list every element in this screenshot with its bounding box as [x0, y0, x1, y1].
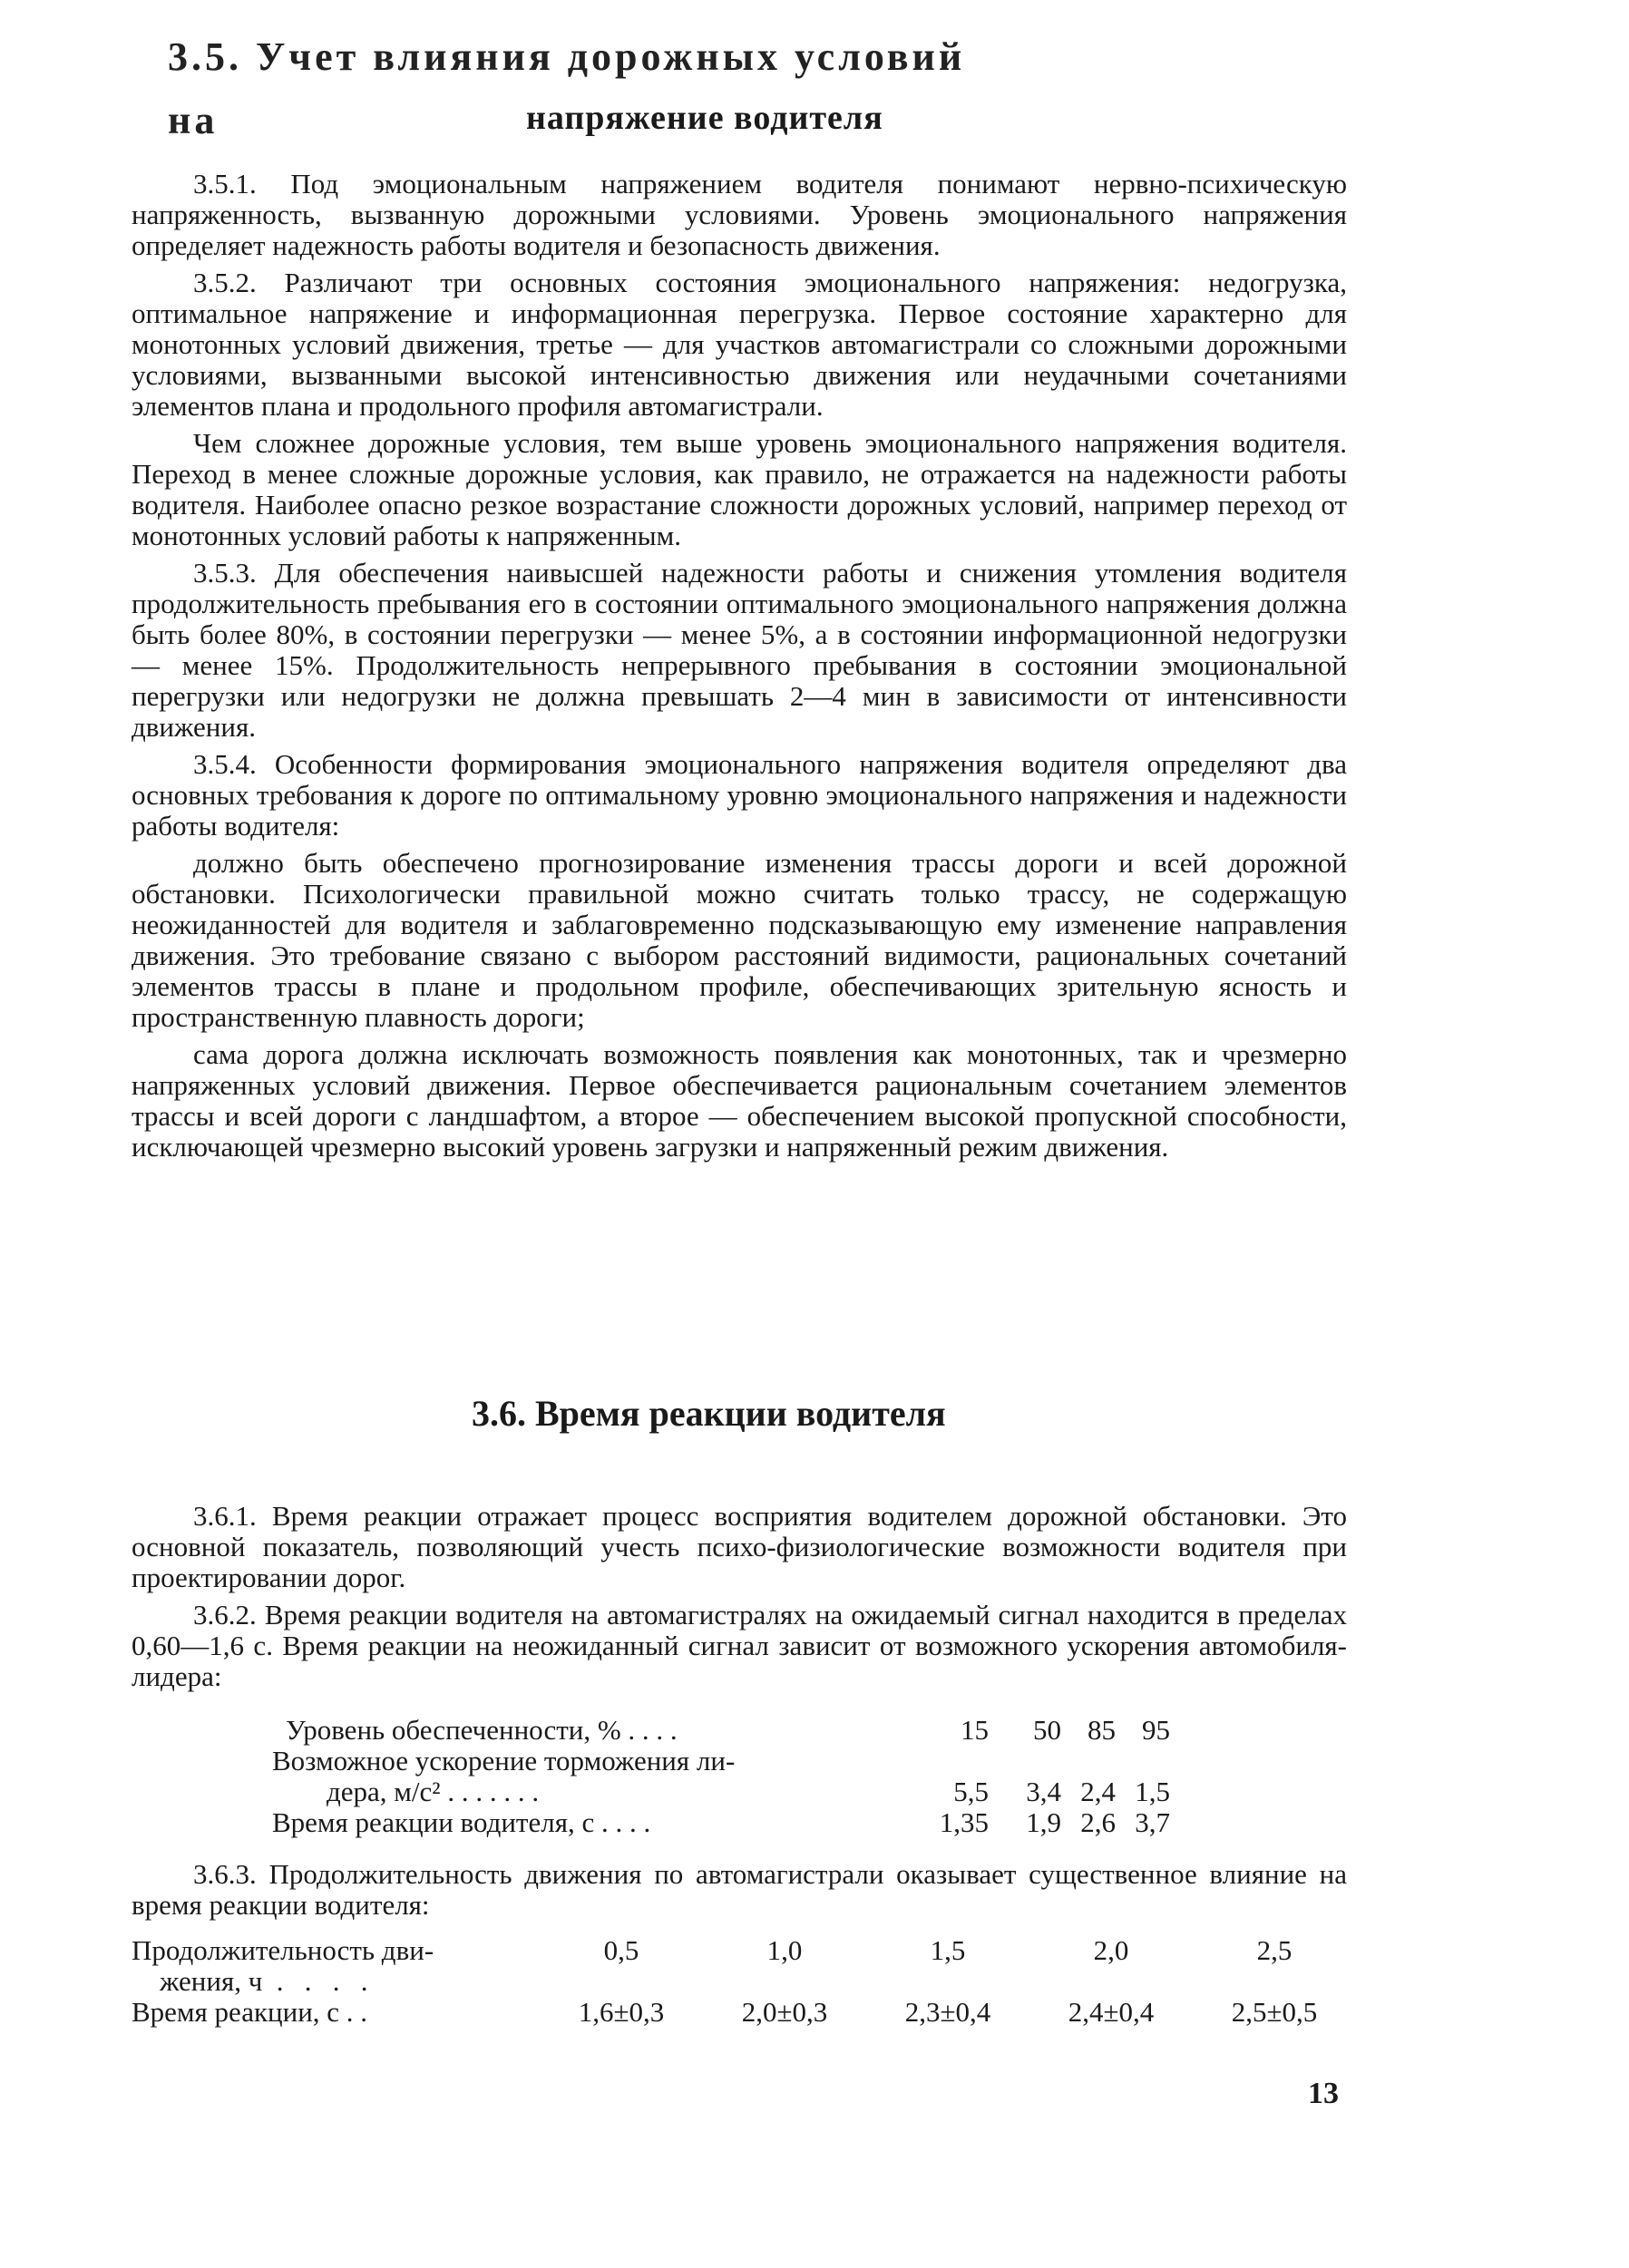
table-cell: 1,5 [930, 1934, 966, 1966]
row-label-acceleration: Возможное ускорение торможения ли- [272, 1745, 736, 1776]
paragraph-3-6-3: 3.6.3. Продолжительность движения по автомагистрали оказывает существенное влияние на время реакции водителя: [132, 1858, 1347, 1921]
table-cell: 2,0 [1093, 1934, 1129, 1966]
table-cell: 85 [1088, 1714, 1116, 1746]
paragraph-3-6-2: 3.6.2. Время реакции водителя на автомагистралях на ожидаемый сигнал находится в пределах 0,60—1,6 с. Время реакции на неожиданный сигнал зависит от возможного ускорения автомобиля-лидера: [132, 1599, 1347, 1692]
table-cell: 1,35 [939, 1806, 989, 1838]
table-cell: 2,3±0,4 [904, 1996, 991, 2028]
table-cell: 2,5±0,5 [1231, 1996, 1318, 2028]
paragraph-requirement-2: сама дорога должна исключать возможность появления как монотонных, так и чрезмерно напряженных условий движения. Первое обеспечивается рациональным сочетанием элементов трассы и всей дороги с ландшафтом, а второе — обеспечением высокой пропускной способности, исключающей чрезмерно высокий уровень загрузки и напряженный режим движения. [132, 1038, 1347, 1163]
table-cell: 2,4±0,4 [1068, 1996, 1155, 2028]
paragraph-3-6-1: 3.6.1. Время реакции отражает процесс восприятия водителем дорожной обстановки. Это основной показатель, позволяющий учесть психо-физиологические возможности водителя при проектировании дорог. [132, 1500, 1347, 1593]
paragraph-requirement-1: должно быть обеспечено прогнозирование изменения трассы дороги и всей дорожной обстановки. Психологически правильной можно считать только трассу, не содержащую неожиданностей для водителя и заблаговременно подсказывающую ему изменение направления движения. Это требование связано с выбором расстояний видимости, рациональных сочетаний элементов трассы в плане и продольном профиле, обеспечивающих зрительную ясность и пространственную плавность дороги; [132, 847, 1347, 1033]
table-cell: 0,5 [603, 1934, 639, 1966]
paragraph-3-5-3: 3.5.3. Для обеспечения наивысшей надежности работы и снижения утомления водителя продолжительность пребывания его в состоянии оптимального эмоционального напряжения должна быть более 80%, в состоянии перегрузки — менее 5%, а в состоянии информационной недогрузки — менее 15%. Продолжительность непрерывного пребывания в состоянии эмоциональной перегрузки или недогрузки не должна превышать 2—4 мин в зависимости от интенсивности движения. [132, 557, 1347, 743]
table-cell: 50 [1033, 1714, 1061, 1746]
row-label-reaction-time: Время реакции, с . . [132, 1996, 368, 2028]
section-3-6-3-body [132, 1859, 1347, 1921]
table-cell: 95 [1142, 1714, 1170, 1746]
section-3-6-body [132, 1501, 1347, 1692]
row-label-reaction-time: Время реакции водителя, с . . . . [272, 1806, 651, 1838]
table-cell: 1,0 [766, 1934, 803, 1966]
table-cell: 2,4 [1080, 1776, 1116, 1807]
table-cell: 3,7 [1135, 1806, 1170, 1838]
cut-off-section-title: 3.5. Учет влияния дорожных условий на [168, 34, 966, 142]
table-cell: 15 [961, 1714, 989, 1746]
row-label-acceleration-cont: дера, м/с² . . . . . . . [327, 1776, 540, 1807]
paragraph-3-5-2: 3.5.2. Различают три основных состояния эмоционального напряжения: недогрузка, оптимальное напряжение и информационная перегрузка. Первое состояние характерно для монотонных условий движения, третье — для участков автомагистрали со сложными дорожными условиями, вызванными высокой интенсивностью движения или неудачными сочетаниями элементов плана и продольного профиля автомагистрали. [132, 267, 1347, 422]
page-number: 13 [1308, 2077, 1339, 2110]
row-label-supply-level: Уровень обеспеченности, % . . . . [286, 1714, 678, 1746]
table-cell: 1,6±0,3 [578, 1996, 665, 2028]
paragraph-3-5-4: 3.5.4. Особенности формирования эмоционального напряжения водителя определяют два основных требования к дороге по оптимальному уровню эмоционального напряжения и надежности работы водителя: [132, 748, 1347, 842]
table-cell: 2,0±0,3 [741, 1996, 828, 2028]
section-title-continuation: напряжение водителя [526, 99, 883, 137]
section-3-5-body [132, 169, 1347, 1163]
table-cell: 1,9 [1026, 1806, 1061, 1838]
table-cell: 3,4 [1026, 1776, 1061, 1807]
table-cell: 5,5 [953, 1776, 989, 1807]
paragraph-complexity: Чем сложнее дорожные условия, тем выше уровень эмоционального напряжения водителя. Переход в менее сложные дорожные условия, как правило, не отражается на надежности работы водителя. Наиболее опасно резкое возрастание сложности дорожных условий, например переход от монотонных условий работы к напряженным. [132, 427, 1347, 551]
row-label-duration: Продолжительность дви- [132, 1934, 434, 1966]
paragraph-3-5-1: 3.5.1. Под эмоциональным напряжением водителя понимают нервно-психическую напряженность, вызванную дорожными условиями. Уровень эмоционального напряжения определяет надежность работы водителя и безопасность движения. [132, 168, 1347, 261]
section-3-6-title: 3.6. Время реакции водителя [472, 1393, 946, 1434]
row-label-duration-cont: жения, ч . . . . [132, 1965, 368, 1997]
table-cell: 1,5 [1135, 1776, 1170, 1807]
table-cell: 2,6 [1080, 1806, 1116, 1838]
table-cell: 2,5 [1256, 1934, 1292, 1966]
